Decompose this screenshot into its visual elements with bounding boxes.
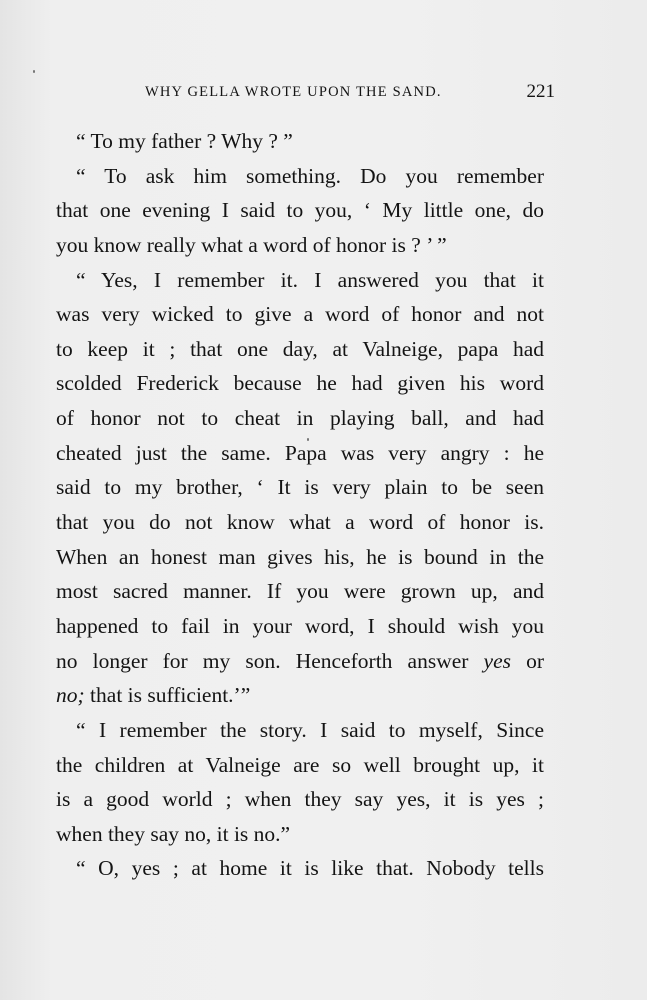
paper-speck	[307, 438, 309, 441]
text-line: “ To ask him something. Do you remember	[76, 163, 544, 188]
page-number: 221	[526, 81, 555, 102]
running-title: WHY GELLA WROTE UPON THE SAND.	[145, 84, 442, 100]
text-line: you know really what a word of honor is ? ’ ”	[56, 232, 447, 257]
text-line: was very wicked to give a word of honor and not	[56, 302, 544, 327]
text-line: most sacred manner. If you were grown up, and	[56, 579, 544, 604]
running-head	[145, 81, 555, 108]
text-line: when they say no, it is no.”	[56, 821, 291, 846]
italic-word: yes	[483, 648, 511, 673]
text-line: of honor not to cheat in playing ball, and had	[56, 406, 544, 431]
text-line: said to my brother, ‘ It is very plain to be seen	[56, 475, 544, 500]
text-line: that you do not know what a word of honor is.	[56, 510, 544, 535]
text-line: cheated just the same. Papa was very angry : he	[56, 440, 544, 465]
text-line: “ To my father ? Why ? ”	[76, 129, 293, 153]
italic-word: no;	[56, 683, 85, 708]
text-line: “ Yes, I remember it. I answered you that it	[76, 267, 544, 292]
text-line: is a good world ; when they say yes, it is yes ;	[56, 787, 544, 812]
text-line: no longer for my son. Henceforth answer yes or	[56, 648, 544, 673]
text-line: scolded Frederick because he had given his word	[56, 371, 544, 396]
text-line: “ I remember the story. I said to myself, Since	[76, 717, 544, 742]
paper-speck	[33, 70, 35, 73]
text-line: to keep it ; that one day, at Valneige, papa had	[56, 336, 544, 361]
text-line: happened to fail in your word, I should wish you	[56, 613, 544, 638]
text-line: When an honest man gives his, he is bound in the	[56, 544, 544, 569]
body-text	[56, 124, 544, 886]
text-line: “ O, yes ; at home it is like that. Nobody tells	[76, 856, 544, 881]
text-line: the children at Valneige are so well brought up, it	[56, 752, 544, 777]
text-line: that one evening I said to you, ‘ My little one, do	[56, 198, 544, 223]
text-line: no; that is sufficient.’”	[56, 683, 251, 708]
